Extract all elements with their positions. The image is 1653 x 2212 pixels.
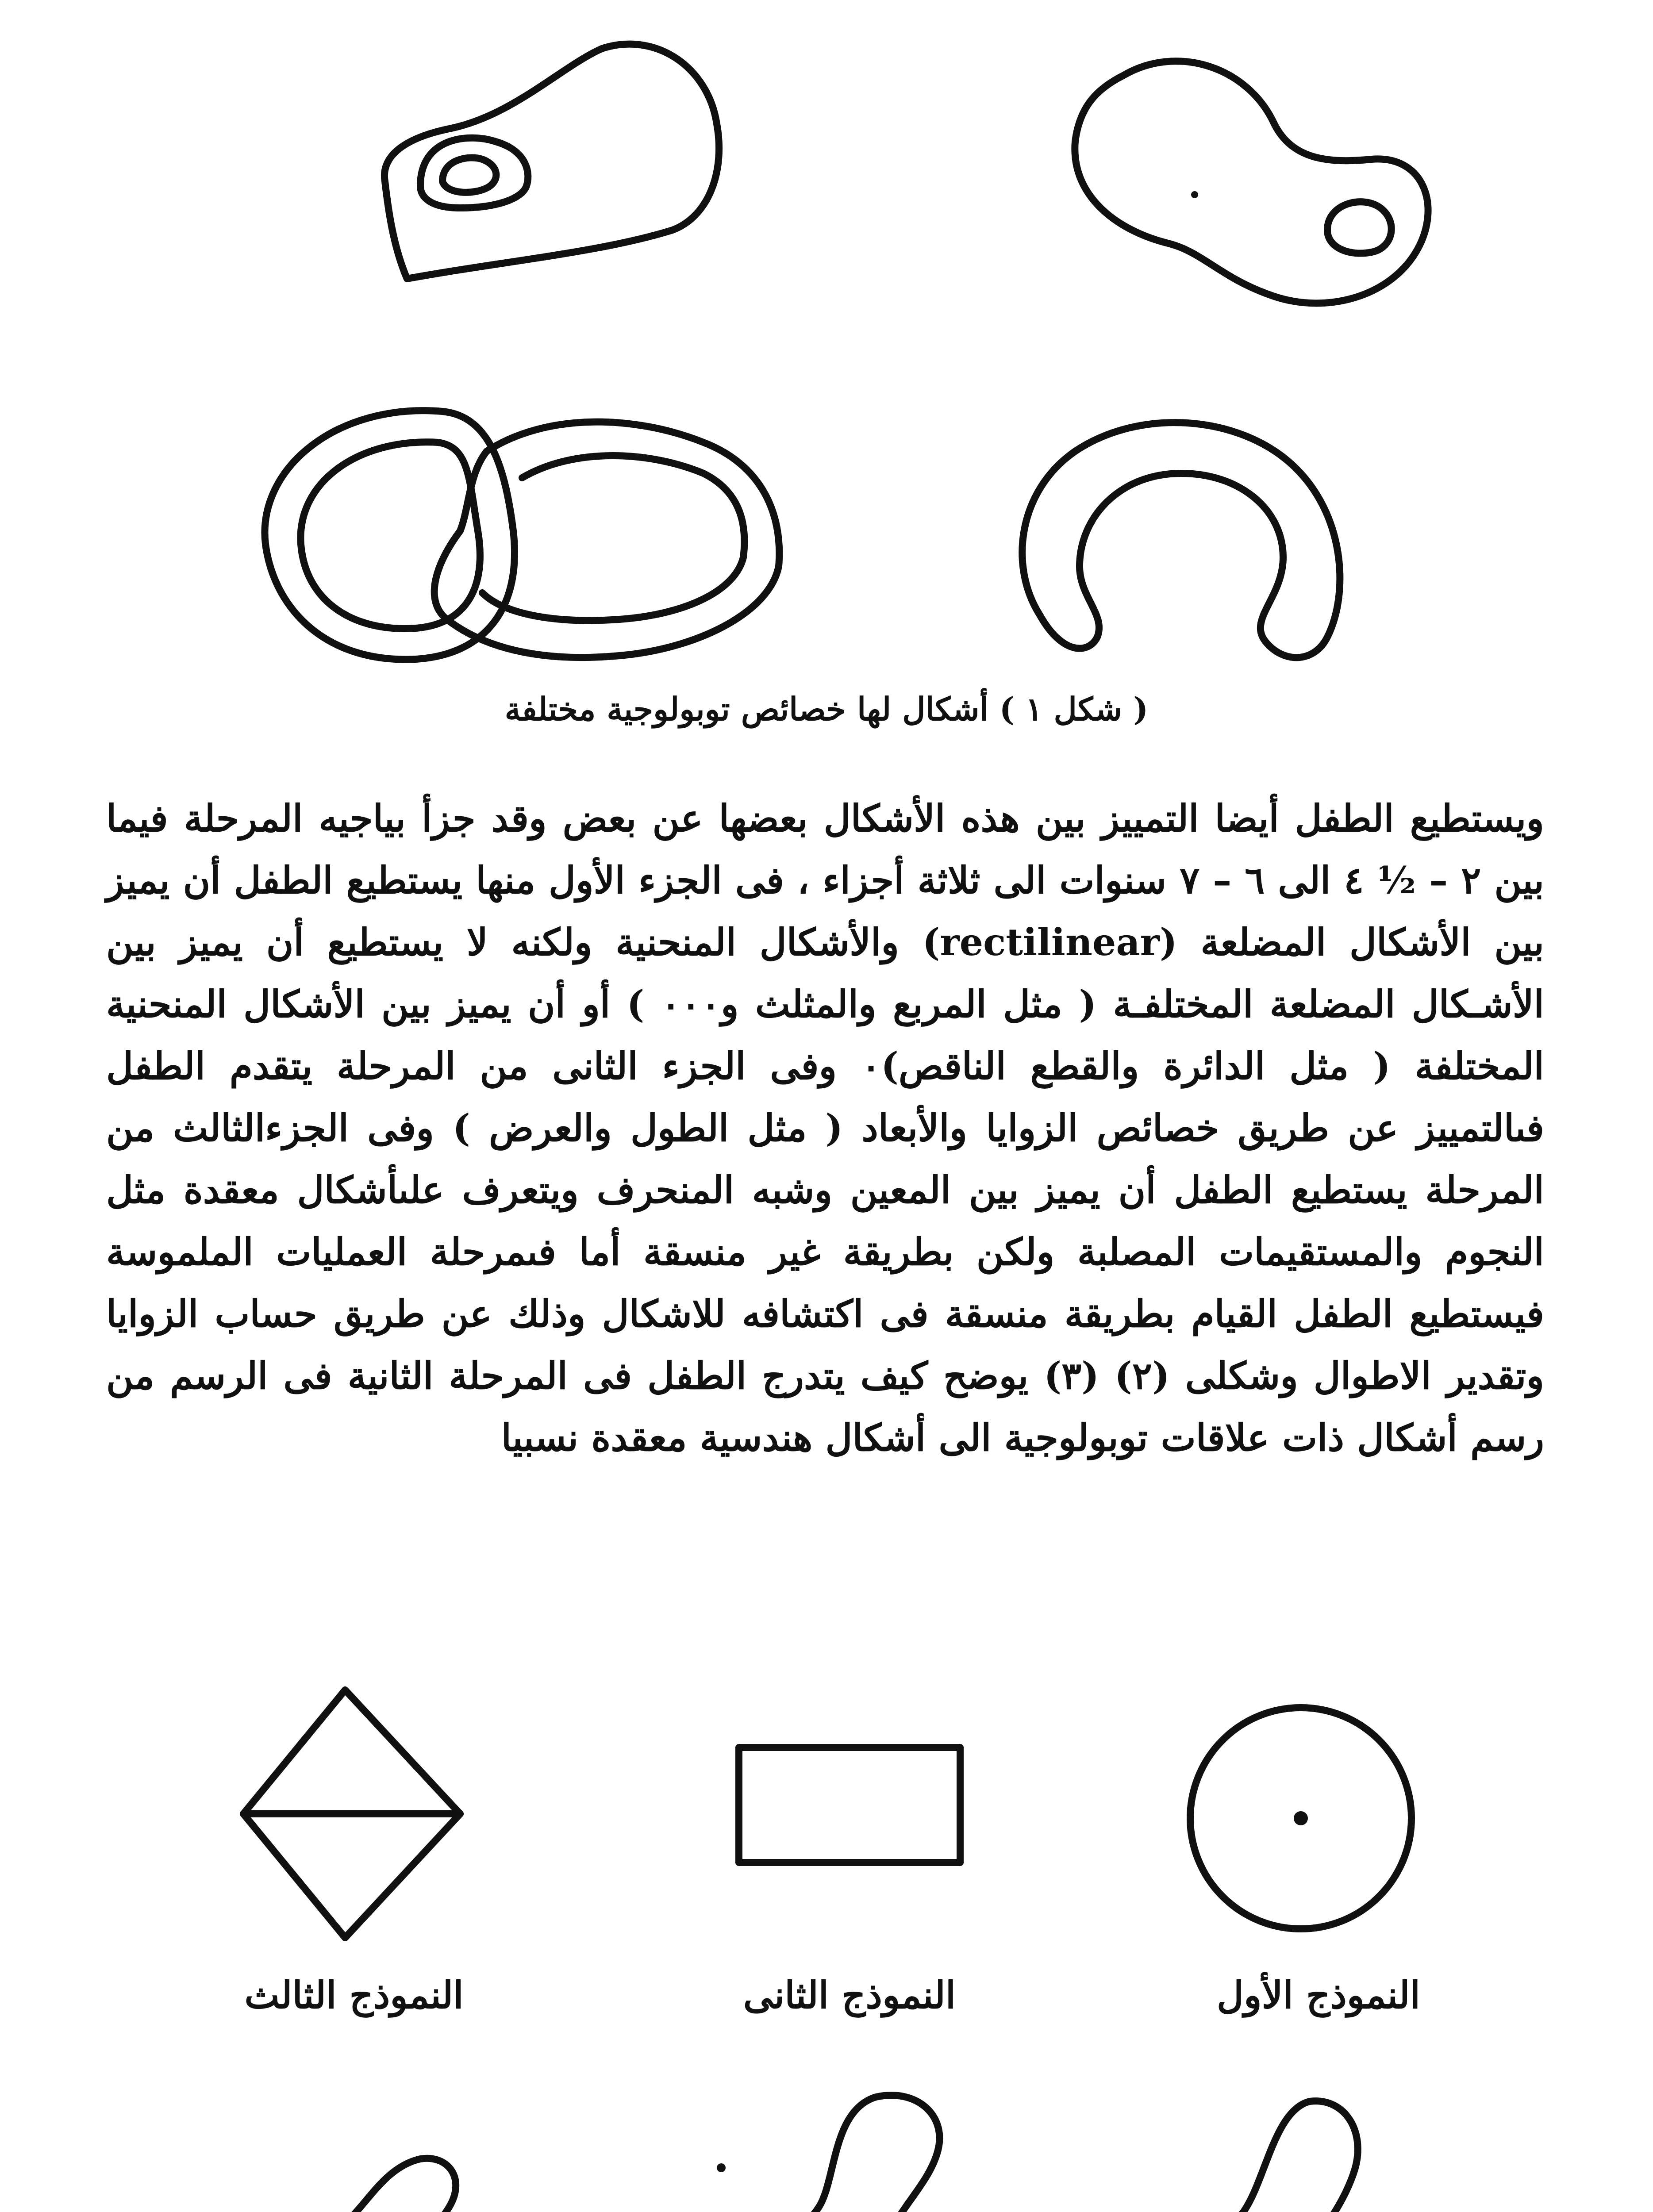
model-nineteenth-blob: [248, 2141, 469, 2212]
figure1-shape-open-ring: [973, 407, 1372, 672]
figure1-shape-blob-with-hole-left: [354, 40, 734, 288]
label-model-first: النموذج الأول: [1217, 1973, 1420, 2017]
label-model-second: النموذج الثانى: [743, 1973, 956, 2017]
label-model-third: النموذج الثالث: [244, 1973, 464, 2017]
figure1-caption: ( شكل ١ ) أشكال لها خصائص توبولوجية مختلفة: [504, 690, 1149, 728]
model-first-circle: [1177, 1694, 1425, 1942]
body-paragraph-text: ويستطيع الطفل أيضا التمييز بين هذه الأشكال بعضها عن بعض وقد جزأ بياجيه المرحلة فيما بين ٢ – ½ ٤ الى ٦ – ٧ سنوات الى ثلاثة أجزاء ، فى الجزء الأول منها يستطيع الطفل أن يميز بين الأشكال المضلعة (rectilinear) والأشكال المنحنية ولكنه لا يستطيع أن يميز بين الأشـكال المضلعة المختلفـة ( مثل المربع والمثلث و٠٠٠ ) أو أن يميز بين الأشكال المنحنية المختلفة ( مثل الدائرة والقطع الناقص)٠ وفى الجزء الثانى من المرحلة يتقدم الطفل فىالتمييز عن طريق خصائص الزوايا والأبعاد ( مثل الطول والعرض ) وفى الجزءالثالث من المرحلة يستطيع الطفل أن يميز بين المعين وشبه المنحرف ويتعرف علىأشكال معقدة مثل النجوم والمستقيمات المصلبة ولكن بطريقة غير منسقة أما فىمرحلة العمليات الملموسة فيستطيع الطفل القيام بطريقة منسقة فى اكتشافه للاشكال وذلك عن طريق حساب الزوايا وتقدير الاطوال وشكلى (٢) (٣) يوضح كيف يتدرج الطفل فى المرحلة الثانية فى الرسم من رسم أشكال ذات علاقات توبولوجية الى أشكال هندسية معقدة نسبيا: [106, 796, 1545, 1459]
body-paragraph: [106, 787, 1544, 1469]
model-fourth-blob: [1133, 2088, 1398, 2212]
model-seventh-blob: [708, 2079, 973, 2212]
figure1-shape-blob-with-hole-right: [1062, 49, 1442, 323]
figure1-shape-linked-rings: [239, 398, 823, 672]
model-third-diamond: [230, 1681, 478, 1947]
model-second-rectangle: [726, 1734, 973, 1876]
